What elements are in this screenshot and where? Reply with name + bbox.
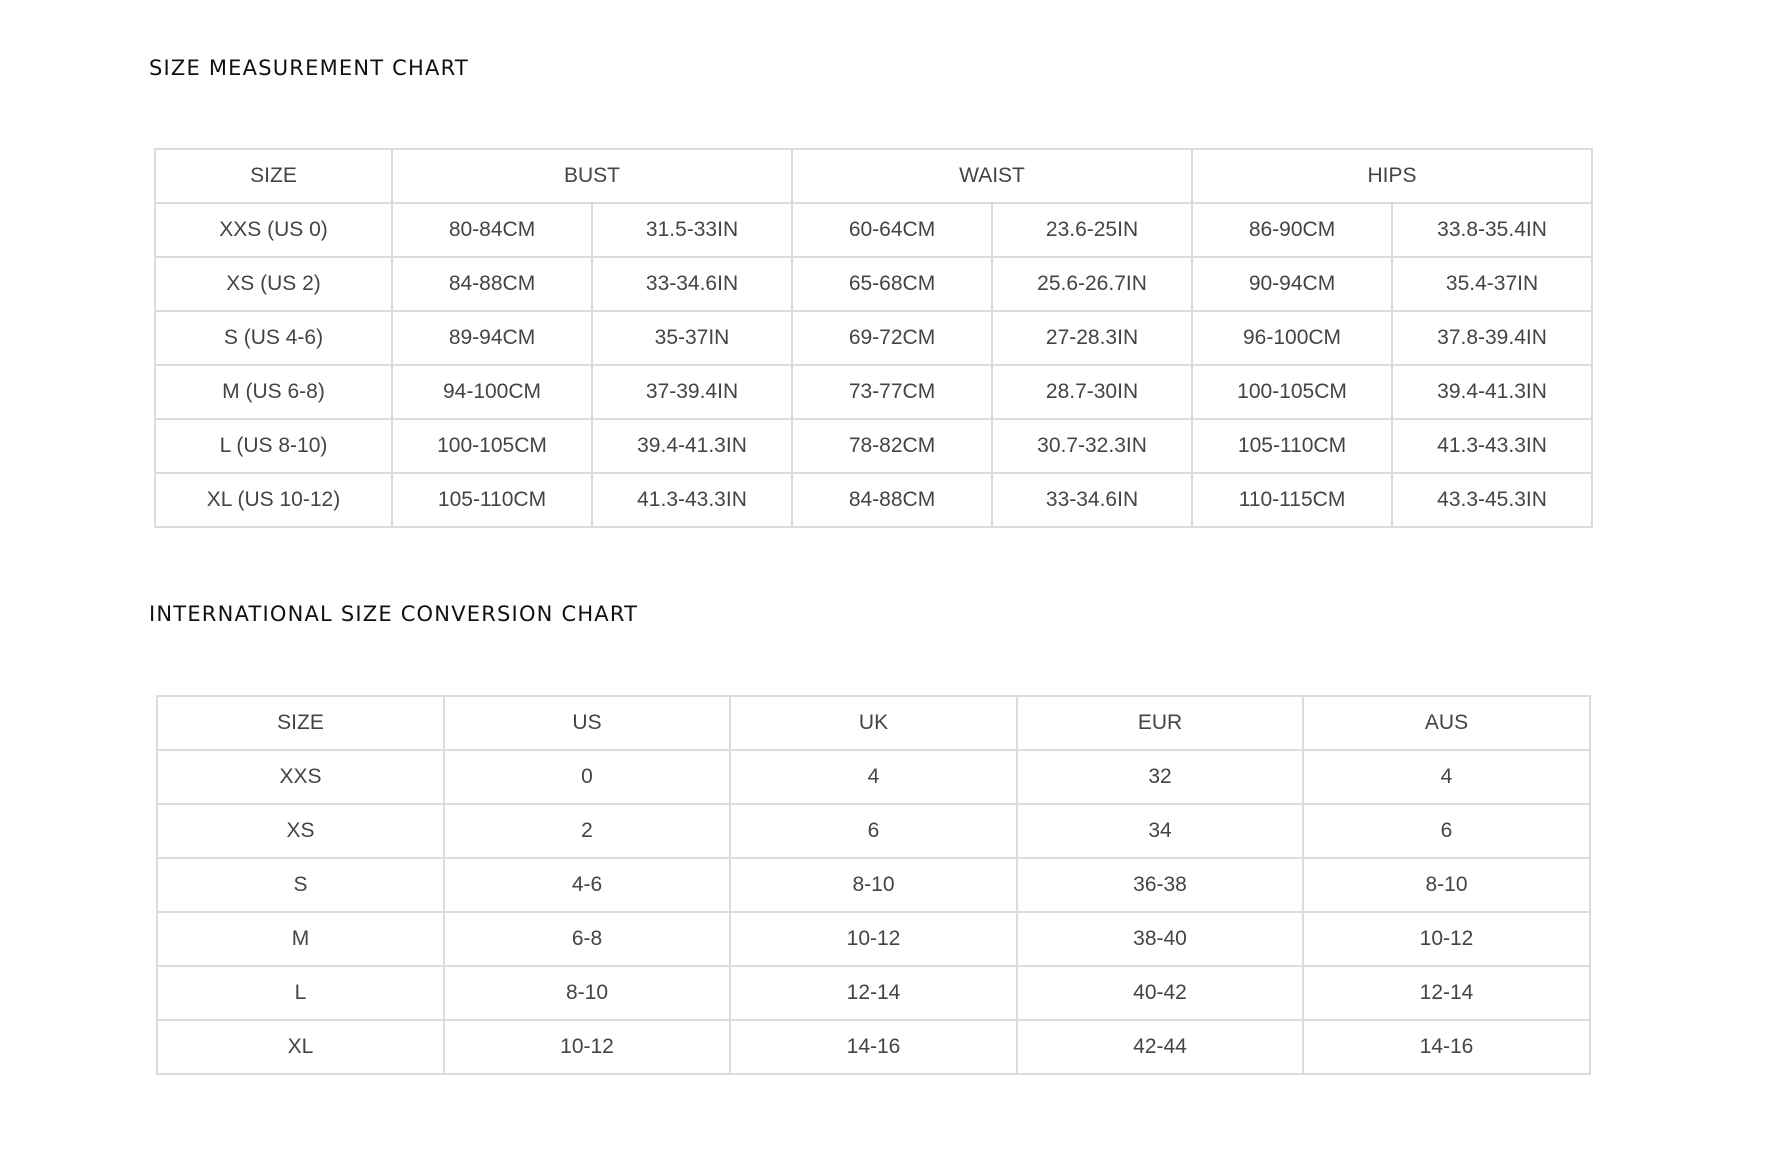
eur-cell: 40-42 [1017, 966, 1303, 1020]
bust-in-cell: 39.4-41.3IN [592, 419, 792, 473]
size-measurement-table [154, 148, 1593, 528]
size-cell: M (US 6-8) [155, 365, 392, 419]
bust-cm-cell: 100-105CM [392, 419, 592, 473]
us-cell: 2 [444, 804, 730, 858]
waist-cm-cell: 78-82CM [792, 419, 992, 473]
size-cell: S (US 4-6) [155, 311, 392, 365]
uk-cell: 14-16 [730, 1020, 1017, 1074]
aus-cell: 8-10 [1303, 858, 1590, 912]
bust-cm-cell: 84-88CM [392, 257, 592, 311]
table-row [155, 257, 1592, 311]
waist-cm-cell: 69-72CM [792, 311, 992, 365]
hips-in-cell: 43.3-45.3IN [1392, 473, 1592, 527]
eur-cell: 42-44 [1017, 1020, 1303, 1074]
us-cell: 6-8 [444, 912, 730, 966]
table-row [157, 966, 1590, 1020]
size-cell: XS [157, 804, 444, 858]
size-cell: XXS (US 0) [155, 203, 392, 257]
bust-cm-cell: 94-100CM [392, 365, 592, 419]
hips-cm-cell: 86-90CM [1192, 203, 1392, 257]
waist-cm-cell: 84-88CM [792, 473, 992, 527]
uk-cell: 4 [730, 750, 1017, 804]
bust-cm-cell: 89-94CM [392, 311, 592, 365]
table-row [155, 473, 1592, 527]
table-row [155, 365, 1592, 419]
eur-cell: 34 [1017, 804, 1303, 858]
hips-cm-cell: 110-115CM [1192, 473, 1392, 527]
column-header-size: SIZE [155, 149, 392, 203]
hips-cm-cell: 90-94CM [1192, 257, 1392, 311]
international-size-conversion-table [156, 695, 1591, 1075]
hips-in-cell: 37.8-39.4IN [1392, 311, 1592, 365]
waist-cm-cell: 65-68CM [792, 257, 992, 311]
waist-in-cell: 27-28.3IN [992, 311, 1192, 365]
us-cell: 0 [444, 750, 730, 804]
bust-in-cell: 35-37IN [592, 311, 792, 365]
bust-cm-cell: 105-110CM [392, 473, 592, 527]
us-cell: 10-12 [444, 1020, 730, 1074]
column-header-aus: AUS [1303, 696, 1590, 750]
bust-in-cell: 41.3-43.3IN [592, 473, 792, 527]
size-cell: L (US 8-10) [155, 419, 392, 473]
size-cell: XXS [157, 750, 444, 804]
table-row [157, 858, 1590, 912]
aus-cell: 14-16 [1303, 1020, 1590, 1074]
size-measurement-chart-title: SIZE MEASUREMENT CHART [149, 56, 469, 80]
table-row [155, 311, 1592, 365]
uk-cell: 12-14 [730, 966, 1017, 1020]
size-cell: XS (US 2) [155, 257, 392, 311]
waist-in-cell: 28.7-30IN [992, 365, 1192, 419]
waist-cm-cell: 73-77CM [792, 365, 992, 419]
table-row [157, 804, 1590, 858]
aus-cell: 6 [1303, 804, 1590, 858]
size-cell: XL (US 10-12) [155, 473, 392, 527]
aus-cell: 4 [1303, 750, 1590, 804]
eur-cell: 32 [1017, 750, 1303, 804]
bust-in-cell: 37-39.4IN [592, 365, 792, 419]
bust-in-cell: 31.5-33IN [592, 203, 792, 257]
us-cell: 8-10 [444, 966, 730, 1020]
hips-in-cell: 33.8-35.4IN [1392, 203, 1592, 257]
column-header-eur: EUR [1017, 696, 1303, 750]
waist-in-cell: 23.6-25IN [992, 203, 1192, 257]
size-cell: XL [157, 1020, 444, 1074]
column-header-hips: HIPS [1192, 149, 1592, 203]
international-size-conversion-chart-title: INTERNATIONAL SIZE CONVERSION CHART [149, 602, 639, 626]
column-header-uk: UK [730, 696, 1017, 750]
column-header-us: US [444, 696, 730, 750]
table-row [155, 203, 1592, 257]
hips-cm-cell: 105-110CM [1192, 419, 1392, 473]
table-header-row [157, 696, 1590, 750]
table-row [157, 750, 1590, 804]
column-header-bust: BUST [392, 149, 792, 203]
table-row [155, 419, 1592, 473]
size-cell: L [157, 966, 444, 1020]
column-header-size: SIZE [157, 696, 444, 750]
waist-in-cell: 33-34.6IN [992, 473, 1192, 527]
uk-cell: 10-12 [730, 912, 1017, 966]
aus-cell: 10-12 [1303, 912, 1590, 966]
table-row [157, 912, 1590, 966]
eur-cell: 38-40 [1017, 912, 1303, 966]
waist-in-cell: 25.6-26.7IN [992, 257, 1192, 311]
eur-cell: 36-38 [1017, 858, 1303, 912]
hips-cm-cell: 100-105CM [1192, 365, 1392, 419]
bust-in-cell: 33-34.6IN [592, 257, 792, 311]
size-cell: S [157, 858, 444, 912]
uk-cell: 8-10 [730, 858, 1017, 912]
us-cell: 4-6 [444, 858, 730, 912]
table-header-row [155, 149, 1592, 203]
bust-cm-cell: 80-84CM [392, 203, 592, 257]
column-header-waist: WAIST [792, 149, 1192, 203]
aus-cell: 12-14 [1303, 966, 1590, 1020]
uk-cell: 6 [730, 804, 1017, 858]
hips-in-cell: 41.3-43.3IN [1392, 419, 1592, 473]
hips-in-cell: 39.4-41.3IN [1392, 365, 1592, 419]
size-cell: M [157, 912, 444, 966]
waist-in-cell: 30.7-32.3IN [992, 419, 1192, 473]
waist-cm-cell: 60-64CM [792, 203, 992, 257]
hips-in-cell: 35.4-37IN [1392, 257, 1592, 311]
table-row [157, 1020, 1590, 1074]
hips-cm-cell: 96-100CM [1192, 311, 1392, 365]
